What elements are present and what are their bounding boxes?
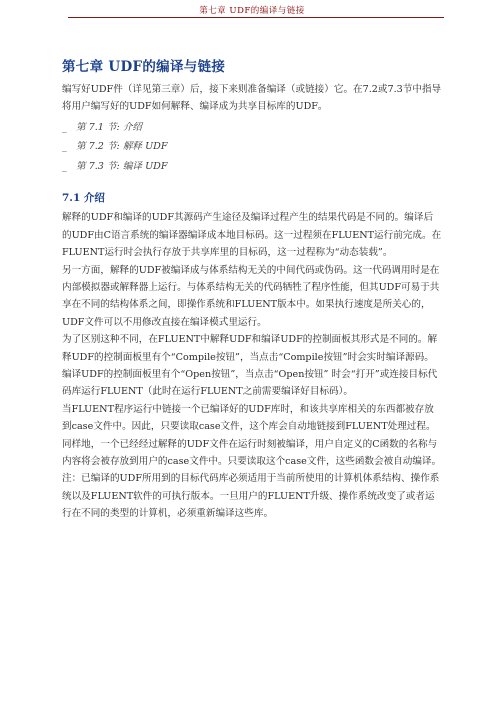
- toc-label: 第 7.1 节: 介绍: [76, 121, 143, 133]
- toc-label: 第 7.3 节: 编译 UDF: [76, 160, 168, 172]
- paragraph: 解释的UDF和编译的UDF其源码产生途径及编译过程产生的结果代码是不同的。编译后的UDF由C语言系统的编译器编译成本地目标码。这一过程须在FLUENT运行前完成。在FLUENT运行时会执行存放于共享库里的目标码，这一过程称为“动态装载”。: [62, 212, 442, 259]
- header-rule: [68, 17, 444, 18]
- paragraph: 当FLUENT程序运行中链接一个已编译好的UDF库时，和该共享库相关的东西都被存放到case文件中。因此，只要读取case文件，这个库会自动地链接到FLUENT处理过程。同样地，一个已经经过解释的UDF文件在运行时刻被编译，用户自定义的C函数的名称与内容将会被存放到用户的case文件中。只要读取这个case文件，这些函数会被自动编译。: [62, 403, 442, 467]
- paragraph: 为了区别这种不同，在FLUENT中解释UDF和编译UDF的控制面板其形式是不同的。解释UDF的控制面板里有个“Compile按钮”，当点击“Compile按钮”时会实时编译源码。编译UDF的控制面板里有个“Open按钮”，当点击“Open按钮” 时会“打开”或连接目标代码库运行FLUENT（此时在运行FLUENT之前需要编译好目标码）。: [62, 334, 438, 398]
- toc-item-7-1[interactable]: [62, 118, 442, 138]
- page-content: [62, 57, 442, 523]
- section-toc: [62, 118, 442, 177]
- section-title: 7.1 介绍: [62, 192, 105, 205]
- toc-bullet: _: [62, 141, 67, 153]
- toc-item-7-3[interactable]: [62, 157, 442, 177]
- page-header: [0, 0, 504, 22]
- chapter-intro: 编写好UDF件（详见第三章）后，接下来则准备编译（或链接）它。在7.2或7.3节中指导将用户编写好的UDF如何解释、编译成为共享目标库的UDF。: [62, 84, 442, 113]
- running-header: 第七章 UDF的编译与链接: [199, 6, 305, 16]
- toc-item-7-2[interactable]: [62, 137, 442, 157]
- toc-label: 第 7.2 节: 解释 UDF: [76, 141, 168, 153]
- toc-bullet: _: [62, 121, 67, 133]
- paragraph: 注：已编译的UDF所用到的目标代码库必须适用于当前所使用的计算机体系结构、操作系统以及FLUENT软件的可执行版本。一旦用户的FLUENT升级、操作系统改变了或者运行在不同的类型的计算机，必须重新编译这些库。: [62, 473, 440, 520]
- toc-bullet: _: [62, 160, 67, 172]
- chapter-title: 第七章 UDF的编译与链接: [62, 59, 226, 75]
- paragraph: 另一方面，解释的UDF被编译成与体系结构无关的中间代码或伪码。这一代码调用时是在内部模拟器或解释器上运行。与体系结构无关的代码牺牲了程序性能，但其UDF可易于共享在不同的结构体系之间，即操作系统和FLUENT版本中。如果执行速度是所关心的，UDF文件可以不用修改直接在编译模式里运行。: [62, 264, 440, 328]
